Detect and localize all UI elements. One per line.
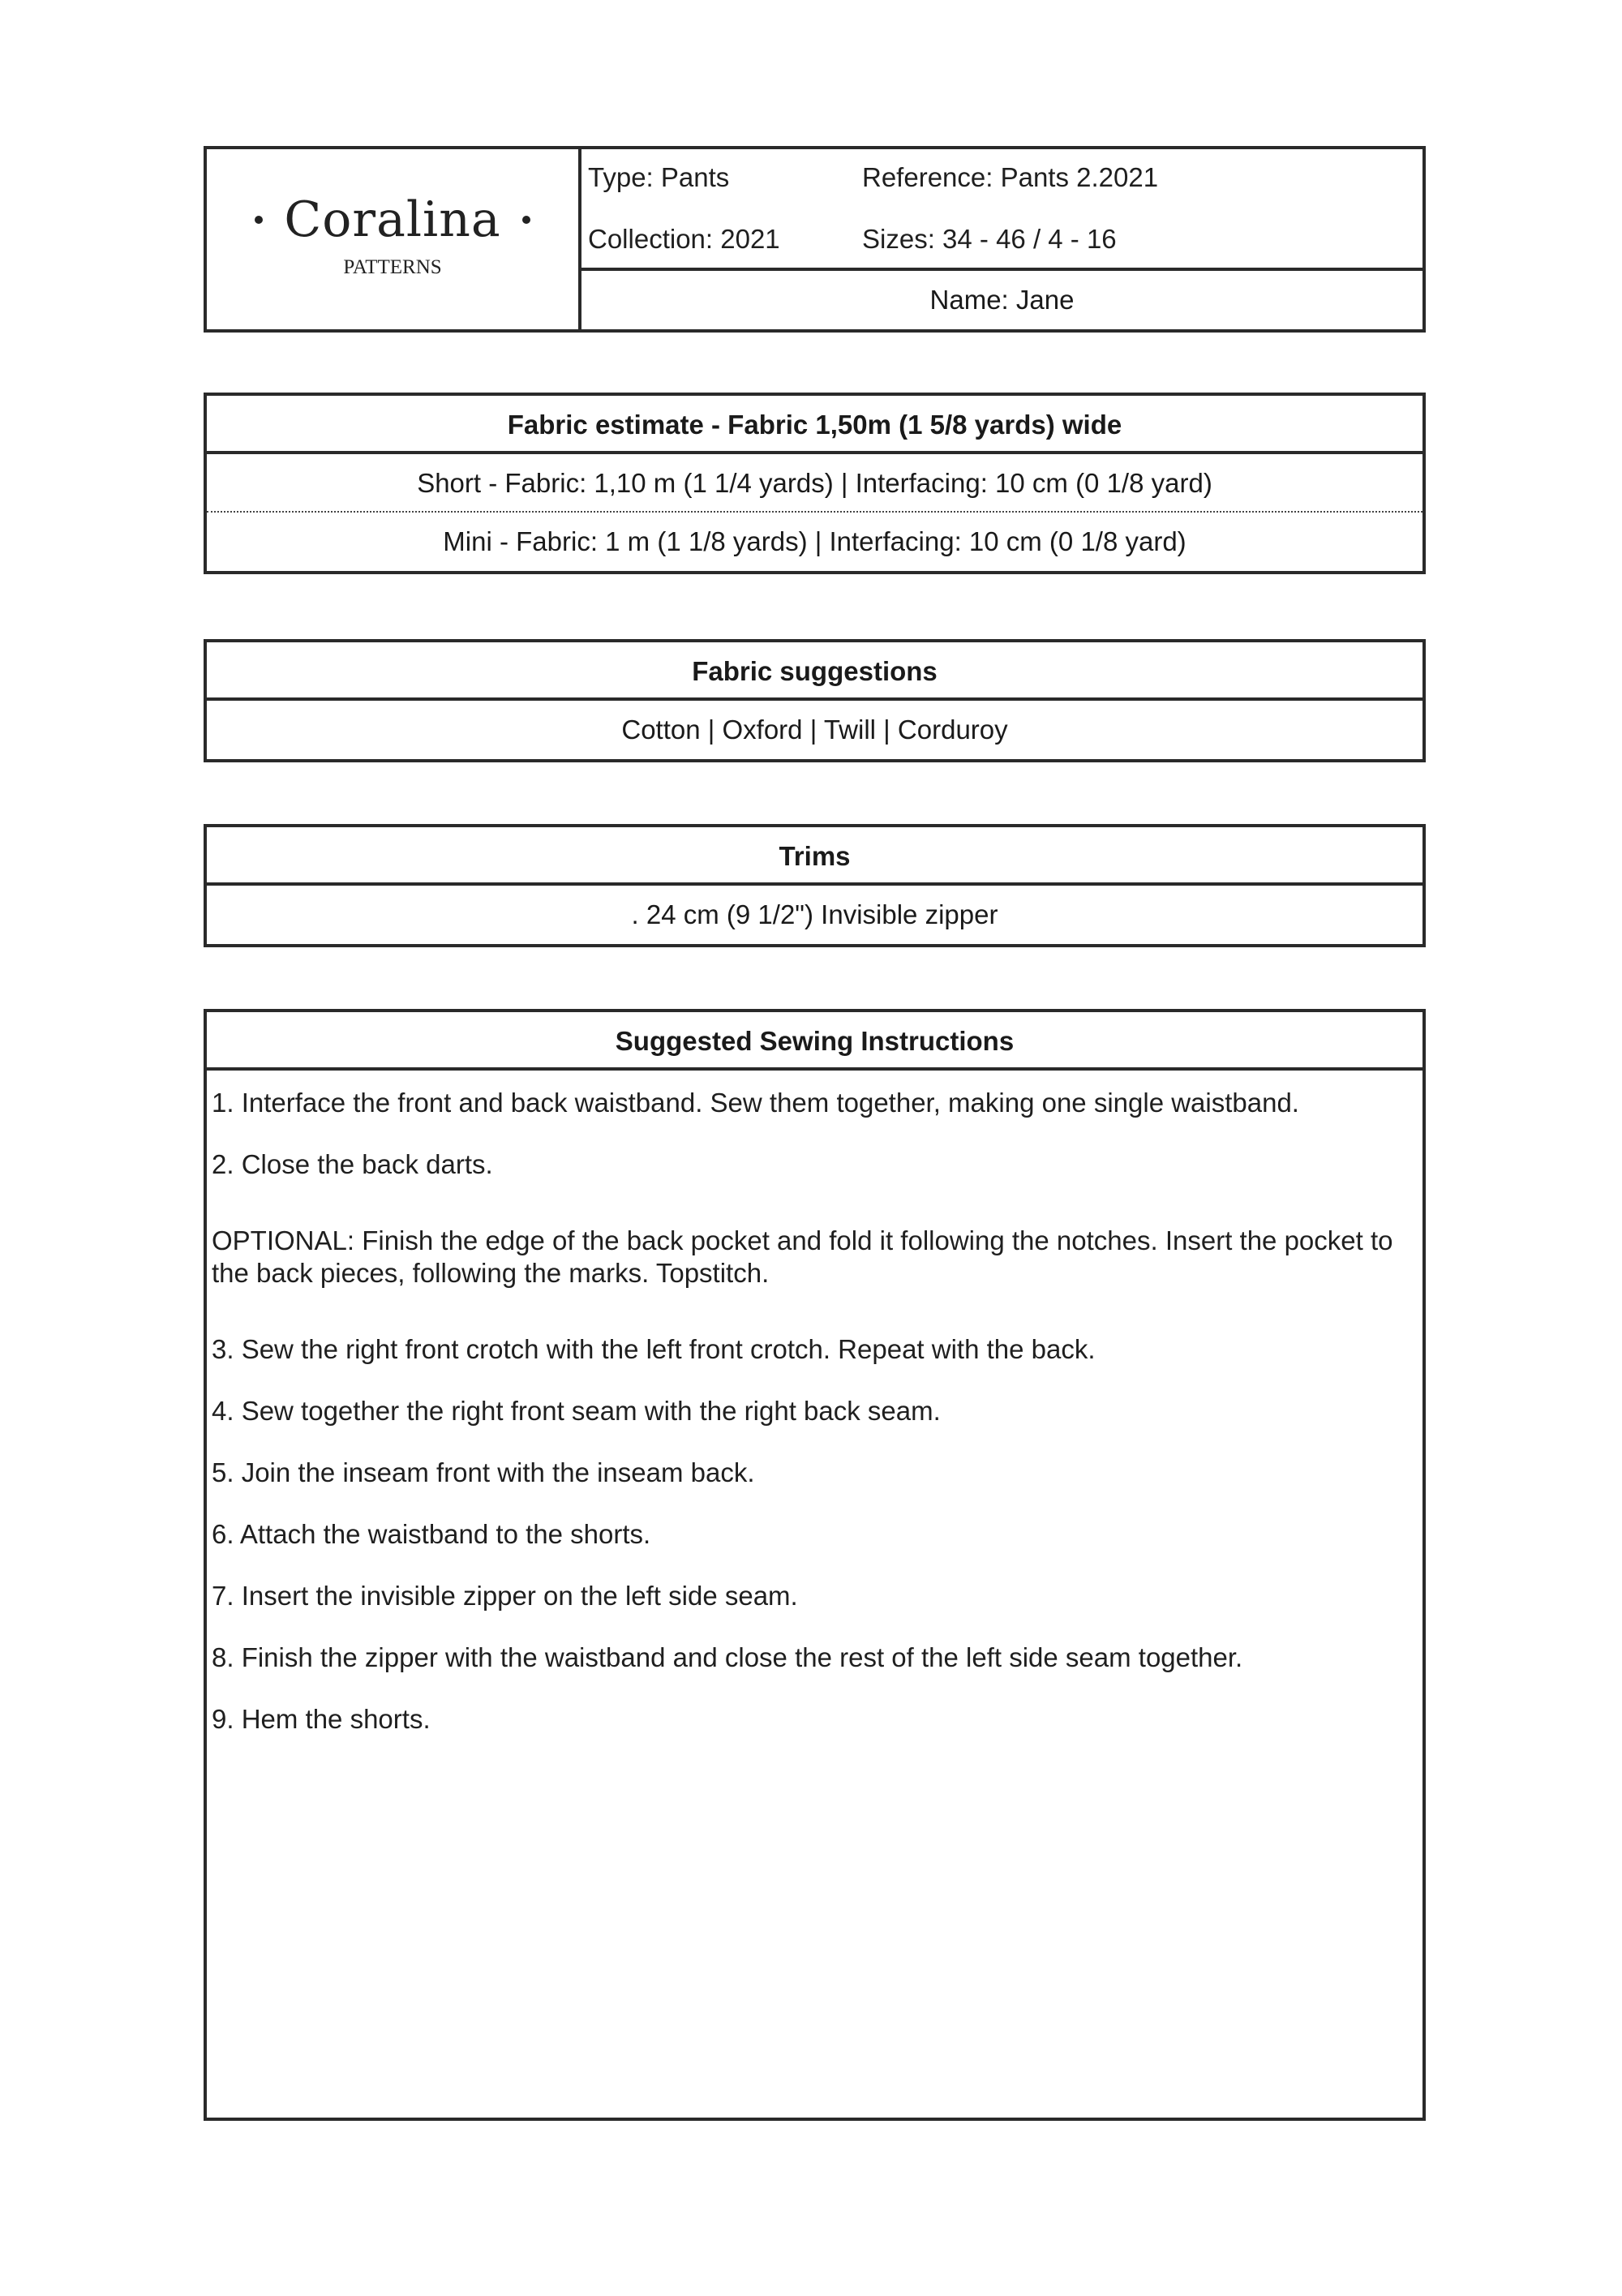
instruction-step: 3. Sew the right front crotch with the left front crotch. Repeat with the back. [212, 1334, 1096, 1364]
instruction-step: 2. Close the back darts. [212, 1149, 493, 1179]
logo-cell [207, 149, 581, 329]
brand-name: Coralina [284, 191, 501, 248]
sizes-label: Sizes: 34 - 46 / 4 - 16 [862, 224, 1117, 254]
fabric-suggestions-table [204, 639, 1426, 762]
fabric-estimate-mini: Mini - Fabric: 1 m (1 1/8 yards) | Interfacing: 10 cm (0 1/8 yard) [443, 526, 1186, 556]
fabric-estimate-table [204, 393, 1426, 574]
type-label: Type: Pants [588, 162, 730, 192]
brand-logo [207, 191, 578, 248]
header-block [204, 146, 1426, 333]
reference-label: Reference: Pants 2.2021 [862, 162, 1159, 192]
trims-value: . 24 cm (9 1/2") Invisible zipper [631, 899, 998, 929]
dot-icon [522, 216, 530, 224]
trims-table [204, 824, 1426, 947]
instruction-optional: OPTIONAL: Finish the edge of the back pocket and fold it following the notches. Insert the pocket to the back pieces, following the marks. Topstitch. [212, 1225, 1393, 1288]
instruction-step: 7. Insert the invisible zipper on the left side seam. [212, 1581, 798, 1611]
dot-icon [255, 216, 263, 224]
collection-label: Collection: 2021 [588, 224, 780, 254]
fabric-estimate-short: Short - Fabric: 1,10 m (1 1/4 yards) | Interfacing: 10 cm (0 1/8 yard) [207, 454, 1422, 513]
instruction-step: 6. Attach the waistband to the shorts. [212, 1519, 651, 1549]
fabric-suggestions-value: Cotton | Oxford | Twill | Corduroy [621, 715, 1008, 745]
trims-title: Trims [207, 827, 1422, 886]
fabric-suggestions-title: Fabric suggestions [207, 642, 1422, 701]
sewing-instructions-table [204, 1009, 1426, 2121]
brand-subtitle: PATTERNS [343, 256, 442, 278]
fabric-estimate-title: Fabric estimate - Fabric 1,50m (1 5/8 yards) wide [207, 396, 1422, 454]
name-label: Name: Jane [929, 285, 1075, 315]
instruction-step: 9. Hem the shorts. [212, 1704, 431, 1734]
instruction-step: 1. Interface the front and back waistband. Sew them together, making one single waistband. [212, 1088, 1299, 1118]
instruction-step: 5. Join the inseam front with the inseam back. [212, 1457, 755, 1487]
instruction-step: 8. Finish the zipper with the waistband and close the rest of the left side seam together. [212, 1642, 1243, 1672]
info-cell [581, 149, 1422, 271]
sewing-instructions-title: Suggested Sewing Instructions [207, 1012, 1422, 1071]
instruction-step: 4. Sew together the right front seam with the right back seam. [212, 1396, 941, 1426]
